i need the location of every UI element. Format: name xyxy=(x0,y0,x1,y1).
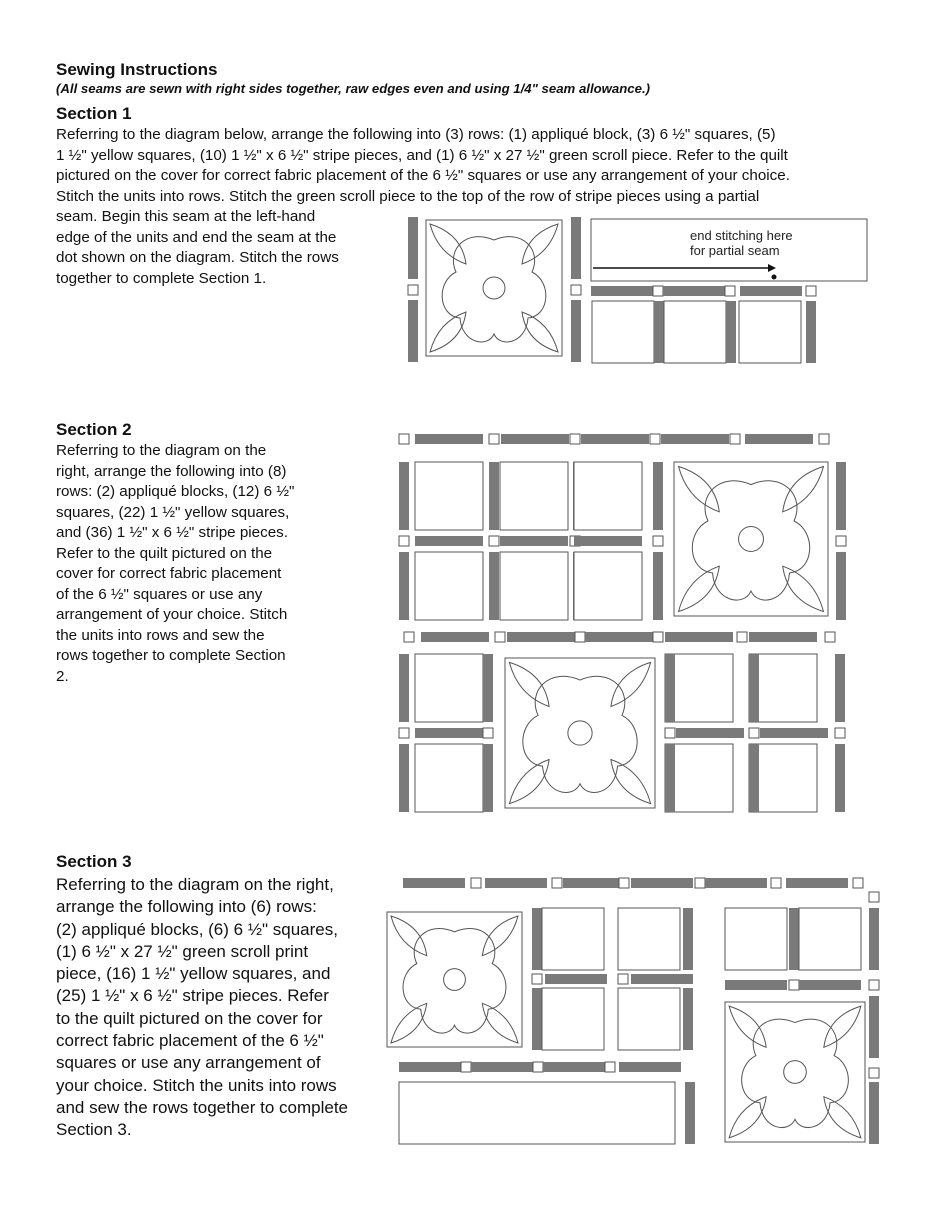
stripe-piece xyxy=(399,1062,461,1072)
yellow-square xyxy=(749,728,759,738)
square-6-5 xyxy=(725,908,787,970)
stripe-piece xyxy=(415,434,483,444)
yellow-square xyxy=(825,632,835,642)
stripe-piece xyxy=(421,632,489,642)
stripe-piece xyxy=(836,462,846,530)
yellow-square xyxy=(725,286,735,296)
yellow-square xyxy=(695,878,705,888)
section2-line: right, arrange the following into (8) xyxy=(56,462,287,480)
yellow-square xyxy=(399,728,409,738)
stripe-piece xyxy=(786,878,848,888)
stripe-piece xyxy=(532,988,542,1050)
stripe-piece xyxy=(399,744,409,812)
yellow-square xyxy=(853,878,863,888)
stripe-piece xyxy=(399,552,409,620)
yellow-square xyxy=(399,536,409,546)
stripe-piece xyxy=(415,536,483,546)
square-6-5 xyxy=(749,654,817,722)
stripe-piece xyxy=(507,632,575,642)
stripe-piece xyxy=(665,654,675,722)
section3-line: Section 3. xyxy=(56,1120,132,1140)
section2-line: of the 6 ½" squares or use any xyxy=(56,585,263,603)
stripe-piece xyxy=(685,1082,695,1144)
stripe-piece xyxy=(676,728,744,738)
yellow-square xyxy=(665,728,675,738)
stripe-piece xyxy=(665,632,733,642)
stripe-piece xyxy=(749,632,817,642)
yellow-square xyxy=(653,536,663,546)
yellow-square xyxy=(737,632,747,642)
stripe-piece xyxy=(543,1062,605,1072)
stripe-piece xyxy=(799,980,861,990)
stripe-piece xyxy=(745,434,813,444)
yellow-square xyxy=(489,434,499,444)
end-dot xyxy=(772,275,777,280)
yellow-square xyxy=(789,980,799,990)
stripe-piece xyxy=(501,434,569,444)
stripe-piece xyxy=(403,878,465,888)
square-6-5 xyxy=(415,462,483,530)
stripe-piece xyxy=(631,974,693,984)
yellow-square xyxy=(618,974,628,984)
diagram-label: for partial seam xyxy=(690,243,780,258)
stripe-piece xyxy=(471,1062,533,1072)
stripe-piece xyxy=(653,462,663,530)
section2-line: the units into rows and sew the xyxy=(56,626,265,644)
diagram-label: end stitching here xyxy=(690,228,793,243)
stripe-piece xyxy=(663,286,725,296)
square-6-5 xyxy=(618,908,680,970)
stripe-piece xyxy=(585,632,653,642)
stripe-piece xyxy=(532,908,542,970)
square-6-5 xyxy=(799,908,861,970)
stripe-piece xyxy=(415,728,483,738)
square-6-5 xyxy=(415,654,483,722)
section1-line: seam. Begin this seam at the left-hand xyxy=(56,208,316,225)
section3-line: arrange the following into (6) rows: xyxy=(56,897,317,917)
square-6-5 xyxy=(500,462,568,530)
yellow-square xyxy=(869,980,879,990)
applique-block xyxy=(387,912,522,1047)
section3-diagram xyxy=(385,868,890,1158)
section3-line: correct fabric placement of the 6 ½" xyxy=(56,1031,324,1051)
yellow-square xyxy=(532,974,542,984)
stripe-piece xyxy=(581,434,649,444)
section2-line: cover for correct fabric placement xyxy=(56,565,282,582)
square-6-5 xyxy=(574,552,642,620)
section3-text xyxy=(56,874,348,1142)
square-6-5 xyxy=(574,462,642,530)
yellow-square xyxy=(619,878,629,888)
section1-line: dot shown on the diagram. Stitch the rows xyxy=(56,249,339,266)
yellow-square xyxy=(461,1062,471,1072)
yellow-square xyxy=(819,434,829,444)
section2-line: squares, (22) 1 ½" yellow squares, xyxy=(56,503,290,521)
yellow-square xyxy=(835,728,845,738)
square-6-5 xyxy=(749,744,817,812)
square-6-5 xyxy=(500,552,568,620)
section1-line: pictured on the cover for correct fabric placement of the 6 ½" squares or use any arrangement of your choice. xyxy=(56,167,790,184)
stripe-piece xyxy=(654,301,664,363)
page-title: Sewing Instructions xyxy=(56,60,218,79)
section1-line: 1 ½" yellow squares, (10) 1 ½" x 6 ½" stripe pieces, and (1) 6 ½" x 27 ½" green scroll piece. Refer to the quilt xyxy=(56,146,788,164)
stripe-piece xyxy=(705,878,767,888)
stripe-piece xyxy=(399,654,409,722)
section2-line: rows together to complete Section xyxy=(56,647,286,664)
stripe-piece xyxy=(631,878,693,888)
stripe-piece xyxy=(835,654,845,722)
square-6-5 xyxy=(664,301,726,363)
section3-line: squares or use any arrangement of xyxy=(56,1053,321,1073)
stripe-piece xyxy=(789,908,799,970)
yellow-square xyxy=(869,892,879,902)
applique-block xyxy=(426,220,562,356)
section3-line: your choice. Stitch the units into rows xyxy=(56,1075,337,1095)
yellow-square xyxy=(471,878,481,888)
stripe-piece xyxy=(749,654,759,722)
square-6-5 xyxy=(665,744,733,812)
yellow-square xyxy=(404,632,414,642)
stripe-piece xyxy=(869,1082,879,1144)
section2-line: rows: (2) appliqué blocks, (12) 6 ½" xyxy=(56,483,295,500)
yellow-square xyxy=(869,1068,879,1078)
yellow-square xyxy=(552,878,562,888)
section3-title: Section 3 xyxy=(56,852,132,871)
square-6-5 xyxy=(665,654,733,722)
section1-diagram xyxy=(400,210,880,370)
section2-diagram xyxy=(395,428,855,820)
section2-line: 2. xyxy=(56,667,69,685)
square-6-5 xyxy=(542,908,604,970)
stripe-piece xyxy=(489,552,499,620)
yellow-square xyxy=(836,536,846,546)
square-6-5 xyxy=(415,552,483,620)
section3-line: and sew the rows together to complete xyxy=(56,1097,348,1117)
section3-line: (2) appliqué blocks, (6) 6 ½" squares, xyxy=(56,919,338,939)
yellow-square xyxy=(650,434,660,444)
stripe-piece xyxy=(806,301,816,363)
stripe-piece xyxy=(563,878,625,888)
yellow-square xyxy=(575,632,585,642)
section2-line: and (36) 1 ½" x 6 ½" stripe pieces. xyxy=(56,524,288,541)
stripe-piece xyxy=(869,908,879,970)
yellow-square xyxy=(730,434,740,444)
section1-line: together to complete Section 1. xyxy=(56,269,267,287)
stripe-piece xyxy=(869,996,879,1058)
stripe-piece xyxy=(571,300,581,362)
stripe-piece xyxy=(619,1062,681,1072)
section3-line: Referring to the diagram on the right, xyxy=(56,875,334,894)
yellow-square xyxy=(605,1062,615,1072)
stripe-piece xyxy=(665,744,675,812)
stripe-piece xyxy=(485,878,547,888)
section2-text xyxy=(56,441,294,687)
stripe-piece xyxy=(574,536,642,546)
square-6-5 xyxy=(618,988,680,1050)
seam-note: (All seams are sewn with right sides together, raw edges even and using 1/4" seam allowance.) xyxy=(56,81,651,96)
section3-line: to the quilt pictured on the cover for xyxy=(56,1008,323,1028)
applique-block xyxy=(725,1002,865,1142)
stripe-piece xyxy=(399,462,409,530)
yellow-square xyxy=(653,286,663,296)
stripe-piece xyxy=(835,744,845,812)
green-scroll-piece xyxy=(399,1082,675,1144)
yellow-square xyxy=(533,1062,543,1072)
yellow-square xyxy=(483,728,493,738)
section2-line: Refer to the quilt pictured on the xyxy=(56,544,273,562)
yellow-square xyxy=(806,286,816,296)
stripe-piece xyxy=(661,434,729,444)
stripe-piece xyxy=(683,908,693,970)
section1-line: edge of the units and end the seam at the xyxy=(56,228,337,246)
stripe-piece xyxy=(545,974,607,984)
section3-line: (1) 6 ½" x 27 ½" green scroll print xyxy=(56,941,309,961)
applique-block xyxy=(505,658,655,808)
yellow-square xyxy=(771,878,781,888)
yellow-square xyxy=(408,285,418,295)
stripe-piece xyxy=(483,654,493,722)
section1-line: Referring to the diagram below, arrange the following into (3) rows: (1) appliqué block, (3) 6 ½" squares, (5) xyxy=(56,126,776,143)
square-6-5 xyxy=(592,301,654,363)
stripe-piece xyxy=(725,980,787,990)
stripe-piece xyxy=(726,301,736,363)
yellow-square xyxy=(571,285,581,295)
stripe-piece xyxy=(591,286,653,296)
section2-line: arrangement of your choice. Stitch xyxy=(56,606,288,623)
yellow-square xyxy=(489,536,499,546)
stripe-piece xyxy=(760,728,828,738)
square-6-5 xyxy=(415,744,483,812)
section1-title: Section 1 xyxy=(56,104,132,123)
stripe-piece xyxy=(571,217,581,279)
yellow-square xyxy=(653,632,663,642)
square-6-5 xyxy=(542,988,604,1050)
section2-title: Section 2 xyxy=(56,420,132,439)
stripe-piece xyxy=(653,552,663,620)
stripe-piece xyxy=(483,744,493,812)
stripe-piece xyxy=(740,286,802,296)
stripe-piece xyxy=(408,217,418,279)
yellow-square xyxy=(495,632,505,642)
square-6-5 xyxy=(739,301,801,363)
stripe-piece xyxy=(749,744,759,812)
section3-line: (25) 1 ½" x 6 ½" stripe pieces. Refer xyxy=(56,986,329,1006)
stripe-piece xyxy=(836,552,846,620)
yellow-square xyxy=(399,434,409,444)
stripe-piece xyxy=(683,988,693,1050)
section3-line: piece, (16) 1 ½" yellow squares, and xyxy=(56,964,331,984)
stripe-piece xyxy=(408,300,418,362)
section2-line: Referring to the diagram on the xyxy=(56,442,267,459)
yellow-square xyxy=(570,434,580,444)
stripe-piece xyxy=(500,536,568,546)
applique-block xyxy=(674,462,828,616)
section1-line: Stitch the units into rows. Stitch the green scroll piece to the top of the row of stripe pieces using a partial xyxy=(56,187,760,205)
stripe-piece xyxy=(489,462,499,530)
